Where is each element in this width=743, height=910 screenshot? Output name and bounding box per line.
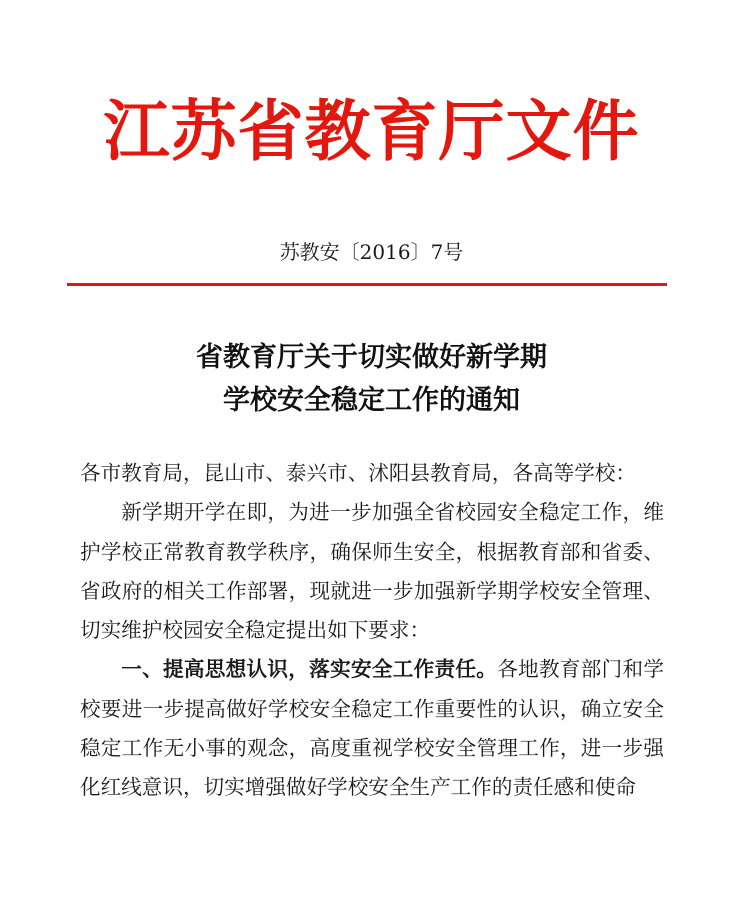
salutation: 各市教育局，昆山市、泰兴市、沭阳县教育局，各高等学校： (80, 461, 637, 485)
document-title (0, 336, 743, 422)
masthead-title: 江苏省教育厅文件 (103, 92, 640, 170)
document-body (80, 454, 664, 808)
section-1-heading: 一、提高思想认识，落实安全工作责任。 (121, 657, 498, 682)
paragraph-intro: 新学期开学在即，为进一步加强全省校园安全稳定工作，维护学校正常教育教学秩序，确保师生安全，根据教育部和省委、省政府的相关工作部署，现就进一步加强新学期学校安全管理、切实维护校园安全稳定提出如下要求： (80, 500, 664, 643)
paragraph-section-1 (80, 650, 664, 807)
red-divider-line (67, 283, 667, 286)
title-line-2: 学校安全稳定工作的通知 (223, 385, 520, 416)
title-line-1: 省教育厅关于切实做好新学期 (196, 342, 547, 373)
section-1-text: 各地教育部门和学校要进一步提高做好学校安全稳定工作重要性的认识，确立安全稳定工作无小事的观念，高度重视学校安全管理工作，进一步强化红线意识，切实增强做好学校安全生产工作的责任感和使命 (80, 657, 665, 800)
document-number: 苏教安〔2016〕7号 (279, 240, 464, 264)
